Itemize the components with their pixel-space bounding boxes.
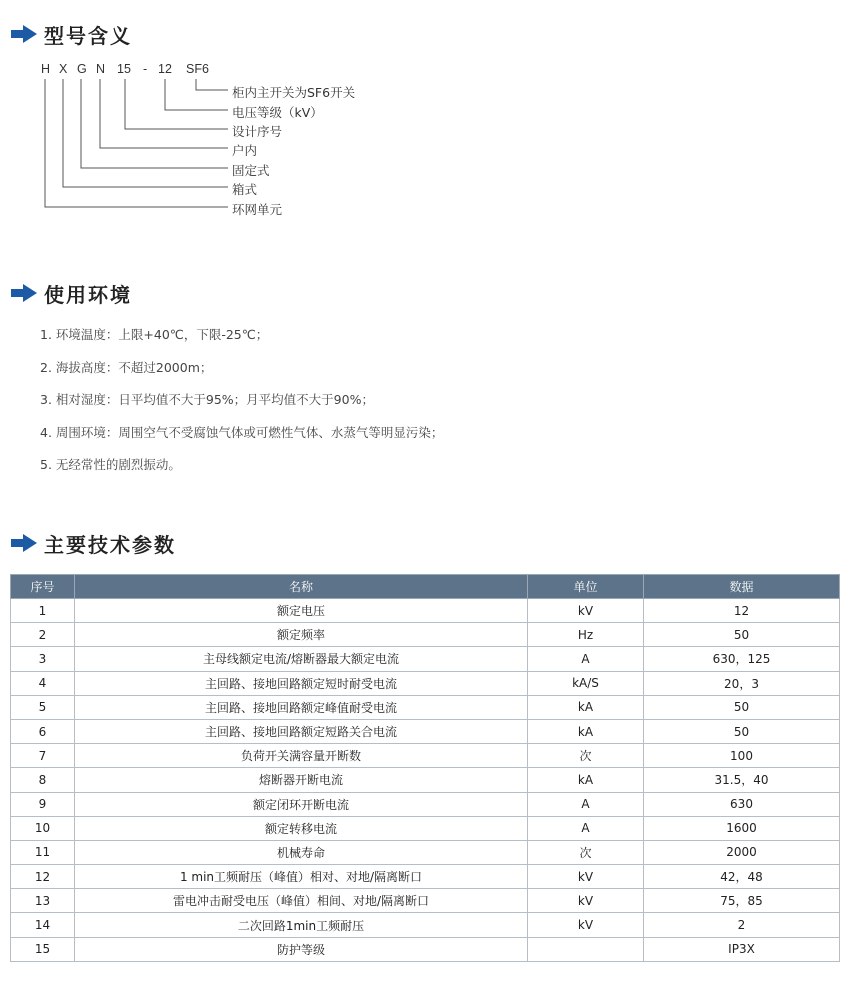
cell-name: 主回路、接地回路额定短时耐受电流 bbox=[75, 671, 528, 695]
table-header-row bbox=[11, 575, 840, 599]
meaning-design-number: 设计序号 bbox=[232, 124, 283, 139]
cell-no: 1 bbox=[11, 599, 75, 623]
cell-data: 12 bbox=[644, 599, 840, 623]
code-design-number: 15 bbox=[117, 62, 131, 76]
table-row bbox=[11, 719, 840, 743]
cell-data: 100 bbox=[644, 744, 840, 768]
cell-data: 50 bbox=[644, 623, 840, 647]
cell-name: 熔断器开断电流 bbox=[75, 768, 528, 792]
cell-name: 主回路、接地回路额定峰值耐受电流 bbox=[75, 695, 528, 719]
code-voltage: 12 bbox=[158, 62, 172, 76]
cell-data: IP3X bbox=[644, 937, 840, 961]
cell-name: 额定转移电流 bbox=[75, 816, 528, 840]
cell-unit: kV bbox=[528, 913, 644, 937]
arrow-right-icon bbox=[10, 533, 38, 553]
cell-data: 2000 bbox=[644, 840, 840, 864]
arrow-right-icon bbox=[10, 24, 38, 44]
list-item: 4. 周围环境：周围空气不受腐蚀气体或可燃性气体、水蒸气等明显污染； bbox=[40, 424, 444, 440]
table-row bbox=[11, 599, 840, 623]
cell-name: 雷电冲击耐受电压（峰值）相间、对地/隔离断口 bbox=[75, 889, 528, 913]
header-unit: 单位 bbox=[528, 575, 644, 599]
meaning-ring-unit: 环网单元 bbox=[232, 202, 283, 217]
arrow-right-icon bbox=[10, 283, 38, 303]
cell-data: 42，48 bbox=[644, 865, 840, 889]
cell-no: 11 bbox=[11, 840, 75, 864]
section-title-model: 型号含义 bbox=[44, 23, 132, 48]
model-meaning-heading bbox=[10, 20, 132, 48]
cell-data: 630 bbox=[644, 792, 840, 816]
environment-heading bbox=[10, 279, 132, 307]
cell-no: 13 bbox=[11, 889, 75, 913]
list-item: 3. 相对湿度：日平均值不大于95%；月平均值不大于90%； bbox=[40, 392, 374, 407]
cell-name: 机械寿命 bbox=[75, 840, 528, 864]
table-row bbox=[11, 695, 840, 719]
meaning-fixed: 固定式 bbox=[232, 163, 270, 178]
cell-unit: A bbox=[528, 816, 644, 840]
cell-unit: kA/S bbox=[528, 671, 644, 695]
cell-unit: kV bbox=[528, 599, 644, 623]
header-data: 数据 bbox=[644, 575, 840, 599]
table-row bbox=[11, 647, 840, 671]
table-row bbox=[11, 913, 840, 937]
cell-no: 12 bbox=[11, 865, 75, 889]
cell-no: 14 bbox=[11, 913, 75, 937]
code-letter-x: X bbox=[59, 62, 68, 76]
cell-no: 8 bbox=[11, 768, 75, 792]
cell-name: 1 min工频耐压（峰值）相对、对地/隔离断口 bbox=[75, 865, 528, 889]
cell-no: 10 bbox=[11, 816, 75, 840]
table-row bbox=[11, 937, 840, 961]
cell-data: 2 bbox=[644, 913, 840, 937]
cell-name: 额定闭环开断电流 bbox=[75, 792, 528, 816]
table-row bbox=[11, 768, 840, 792]
meaning-box: 箱式 bbox=[232, 182, 258, 197]
table-row bbox=[11, 865, 840, 889]
cell-unit: kA bbox=[528, 719, 644, 743]
cell-no: 9 bbox=[11, 792, 75, 816]
cell-unit: A bbox=[528, 647, 644, 671]
code-sf6: SF6 bbox=[186, 62, 209, 76]
meaning-indoor: 户内 bbox=[232, 143, 258, 158]
cell-data: 75，85 bbox=[644, 889, 840, 913]
technical-params-table bbox=[10, 574, 840, 962]
cell-data: 50 bbox=[644, 695, 840, 719]
cell-no: 3 bbox=[11, 647, 75, 671]
table-row bbox=[11, 889, 840, 913]
cell-no: 6 bbox=[11, 719, 75, 743]
cell-data: 1600 bbox=[644, 816, 840, 840]
table-row bbox=[11, 816, 840, 840]
section-title-environment: 使用环境 bbox=[44, 282, 132, 307]
cell-unit: 次 bbox=[528, 744, 644, 768]
cell-unit: kA bbox=[528, 695, 644, 719]
cell-data: 20，3 bbox=[644, 671, 840, 695]
cell-no: 7 bbox=[11, 744, 75, 768]
header-no: 序号 bbox=[11, 575, 75, 599]
params-heading bbox=[10, 529, 176, 557]
cell-unit: Hz bbox=[528, 623, 644, 647]
cell-no: 4 bbox=[11, 671, 75, 695]
cell-no: 2 bbox=[11, 623, 75, 647]
code-letter-h: H bbox=[41, 62, 51, 76]
cell-data: 50 bbox=[644, 719, 840, 743]
cell-unit: 次 bbox=[528, 840, 644, 864]
cell-unit bbox=[528, 937, 644, 961]
meaning-voltage-level: 电压等级（kV） bbox=[232, 105, 323, 120]
cell-data: 31.5，40 bbox=[644, 768, 840, 792]
header-name: 名称 bbox=[75, 575, 528, 599]
table-row bbox=[11, 792, 840, 816]
cell-name: 负荷开关满容量开断数 bbox=[75, 744, 528, 768]
list-item: 5. 无经常性的剧烈振动。 bbox=[40, 457, 181, 472]
cell-name: 额定电压 bbox=[75, 599, 528, 623]
cell-name: 防护等级 bbox=[75, 937, 528, 961]
table-row bbox=[11, 840, 840, 864]
environment-list bbox=[40, 325, 443, 488]
cell-name: 额定频率 bbox=[75, 623, 528, 647]
cell-data: 630，125 bbox=[644, 647, 840, 671]
cell-name: 二次回路1min工频耐压 bbox=[75, 913, 528, 937]
cell-name: 主母线额定电流/熔断器最大额定电流 bbox=[75, 647, 528, 671]
cell-unit: A bbox=[528, 792, 644, 816]
list-item: 1. 环境温度：上限+40℃，下限-25℃； bbox=[40, 327, 269, 342]
meaning-switch: 柜内主开关为SF6开关 bbox=[232, 85, 356, 100]
cell-no: 15 bbox=[11, 937, 75, 961]
cell-unit: kV bbox=[528, 889, 644, 913]
code-letter-g: G bbox=[77, 62, 87, 76]
code-dash: - bbox=[143, 62, 148, 76]
table-row bbox=[11, 744, 840, 768]
code-letter-n: N bbox=[96, 62, 106, 76]
cell-name: 主回路、接地回路额定短路关合电流 bbox=[75, 719, 528, 743]
cell-unit: kA bbox=[528, 768, 644, 792]
cell-unit: kV bbox=[528, 865, 644, 889]
table-row bbox=[11, 623, 840, 647]
cell-no: 5 bbox=[11, 695, 75, 719]
list-item: 2. 海拔高度：不超过2000m； bbox=[40, 359, 213, 375]
table-row bbox=[11, 671, 840, 695]
section-title-params: 主要技术参数 bbox=[44, 532, 176, 557]
